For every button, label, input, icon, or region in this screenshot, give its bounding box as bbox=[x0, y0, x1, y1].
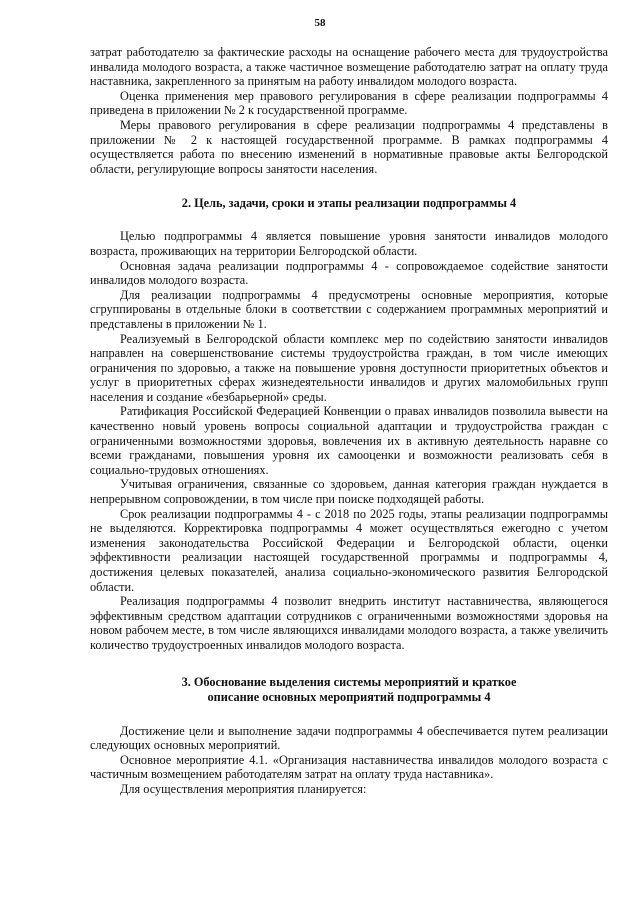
section-2-paragraph-3: Для реализации подпрограммы 4 предусмотрены основные мероприятия, которые сгруппированы в отдельные блоки в соответствии с содержанием программных мероприятий и представлены в приложении № 1. bbox=[90, 287, 608, 331]
section-2-paragraph-6: Учитывая ограничения, связанные со здоровьем, данная категория граждан нуждается в непрерывном сопровождении, в том числе при поиске подходящей работы. bbox=[90, 477, 608, 507]
section-3-heading-line-2: описание основных мероприятий подпрограммы 4 bbox=[207, 689, 491, 704]
section-2-paragraph-8: Реализация подпрограммы 4 позволит внедрить институт наставничества, являющегося эффективным средством адаптации сотрудников с ограниченными возможностями здоровья на новом рабочем месте, в том числе являющихся инвалидами молодого возраста, а также увеличить количество трудоустроенных инвалидов молодого возраста. bbox=[90, 594, 608, 652]
section-3-paragraph-2: Основное мероприятие 4.1. «Организация наставничества инвалидов молодого возраста с частичным возмещением работодателям затрат на оплату труда наставника». bbox=[90, 752, 608, 782]
page-body bbox=[90, 45, 608, 797]
section-3-paragraph-3: Для осуществления мероприятия планируется: bbox=[120, 781, 367, 796]
page-number: 58 bbox=[314, 17, 326, 29]
section-3-heading-line-1: 3. Обоснование выделения системы мероприятий и краткое bbox=[181, 674, 517, 689]
section-3-heading bbox=[90, 675, 608, 705]
paragraph-intro-1: затрат работодателю за фактические расходы на оснащение рабочего места для трудоустройства инвалида молодого возраста, а также частичное возмещение работодателю затрат на оплату труда наставника, закрепленного за принятым на работу инвалидом молодого возраста. bbox=[90, 45, 608, 89]
paragraph-intro-3: Меры правового регулирования в сфере реализации подпрограммы 4 представлены в приложении № 2 к настоящей государственной программе. В рамках подпрограммы 4 осуществляется работа по внесению изменений в нормативные правовые акты Белгородской области, регулирующие вопросы занятости населения. bbox=[90, 117, 608, 176]
section-2-paragraph-1: Целью подпрограммы 4 является повышение уровня занятости инвалидов молодого возраста, проживающих на территории Белгородской области. bbox=[90, 229, 608, 258]
section-2-paragraph-2: Основная задача реализации подпрограммы 4 - сопровождаемое содействие занятости инвалидов молодого возраста. bbox=[90, 258, 608, 288]
section-2-paragraph-7: Срок реализации подпрограммы 4 - с 2018 по 2025 годы, этапы реализации подпрограммы не выделяются. Корректировка подпрограммы 4 может осуществляться ежегодно с учетом изменения законодательства Российской Федерации и Белгородской области, оценки эффективности реализации настоящей государственной программы и подпрограммы 4, достижения целевых показателей, анализа социально-экономического развития Белгородской области. bbox=[90, 506, 608, 594]
section-2-paragraph-4: Реализуемый в Белгородской области комплекс мер по содействию занятости инвалидов направлен на совершенствование системы трудоустройства граждан, в том числе имеющих ограничения по здоровью, а также на повышение уровня доступности приоритетных объектов и услуг в приоритетных сферах жизнедеятельности инвалидов и других маломобильных групп населения и создание «безбарьерной» среды. bbox=[90, 331, 608, 404]
paragraph-intro-2: Оценка применения мер правового регулирования в сфере реализации подпрограммы 4 приведена в приложении № 2 к государственной программе. bbox=[90, 88, 608, 118]
section-2-paragraph-5: Ратификация Российской Федерацией Конвенции о правах инвалидов позволила вывести на качественно новый уровень вопросы социальной адаптации и трудоустройства граждан с ограниченными возможностями здоровья, вовлечения их в активную деятельность наравне со всеми гражданами, повышения уровня их самооценки и возможности реализовать себя в социально-трудовых отношениях. bbox=[90, 404, 608, 477]
section-2-heading: 2. Цель, задачи, сроки и этапы реализации подпрограммы 4 bbox=[181, 196, 517, 211]
section-3-paragraph-1: Достижение цели и выполнение задачи подпрограммы 4 обеспечивается путем реализации следующих основных мероприятий. bbox=[90, 723, 608, 753]
